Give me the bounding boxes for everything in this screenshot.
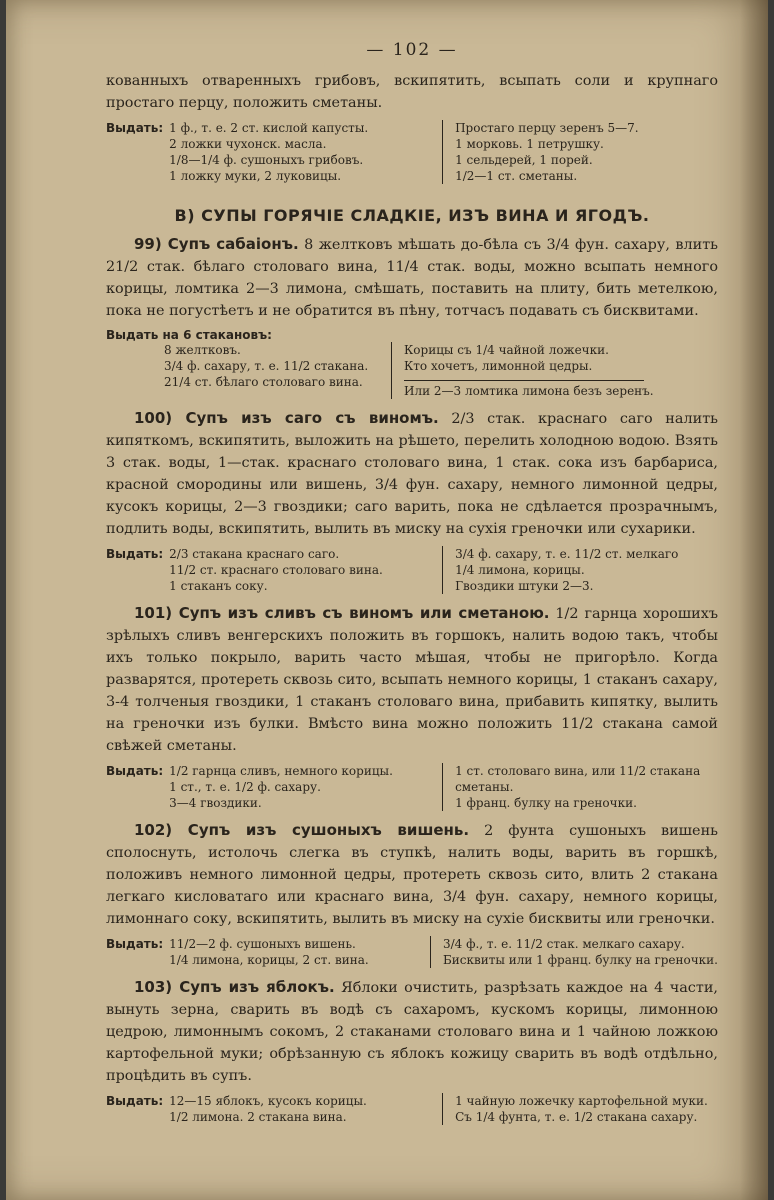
recipe-title: 102) Супъ изъ сушоныхъ вишень.	[134, 821, 470, 839]
yield-left-column	[169, 120, 442, 184]
recipe-title: 100) Супъ изъ саго съ виномъ.	[134, 409, 439, 427]
yield-left-column	[169, 546, 442, 594]
yield-line: 21/4 ст. бѣлаго столоваго вина.	[164, 375, 363, 389]
yield-line: 3/4 ф., т. е. 11/2 стак. мелкаго сахару.	[442, 937, 685, 951]
page-spine-shadow	[740, 0, 768, 1200]
recipe-101	[106, 602, 718, 757]
recipe-99	[106, 233, 718, 322]
yield-line: 1 ложку муки, 2 луковицы.	[169, 169, 342, 183]
yield-left-column	[106, 342, 391, 399]
yield-line: 12—15 яблокъ, кусокъ корицы.	[169, 1094, 367, 1108]
yield-line: 1/4 лимона, корицы, 2 ст. вина.	[169, 953, 369, 967]
yield-line: 1 стаканъ соку.	[169, 579, 268, 593]
yield-line: Простаго перцу зеренъ 5—7.	[455, 121, 639, 135]
recipe-100-yield	[106, 546, 718, 594]
recipe-body: Яблоки очистить, разрѣзать каждое на 4 части, вынуть зерна, сварить въ водѣ съ сахаромъ, кускомъ корицы, лимонною цедрою, лимоннымъ сокомъ, 2 стаканами столоваго вина и 1 чайною ложкою картофельной муки; обрѣзанную съ яблокъ кожицу сварить въ водѣ отдѣльно, процѣдить въ супъ.	[106, 980, 718, 1084]
recipe-100	[106, 407, 718, 540]
recipe-body: 8 желтковъ мѣшать до-бѣла съ 3/4 фун. сахару, влить 21/2 стак. бѣлаго столоваго вина, 11/4 стак. воды, можно всыпать немного корицы, ломтика 2—3 лимона, смѣшать, поставить на плиту, бить метелкою, пока не погустѣетъ и не обратится въ пѣну, тотчасъ подавать съ бисквитами.	[106, 237, 718, 319]
yield-line: 1/2 гарнца сливъ, немного корицы.	[169, 764, 393, 778]
yield-line: 1 морковь. 1 петрушку.	[455, 137, 604, 151]
yield-line: Съ 1/4 фунта, т. е. 1/2 стакана сахару.	[455, 1110, 698, 1124]
recipe-102-yield	[106, 936, 718, 968]
yield-right-column	[442, 546, 718, 594]
yield-line: Гвоздики штуки 2—3.	[455, 579, 594, 593]
yield-left-column	[169, 763, 442, 811]
yield-line: 1 франц. булку на греночки.	[455, 796, 637, 810]
yield-line: Кто хочетъ, лимонной цедры.	[404, 359, 593, 373]
recipe-body: 2 фунта сушоныхъ вишень сполоснуть, истолочь слегка въ ступкѣ, налить воды, варить въ горшкѣ, положивъ немного лимонной цедры, протереть сквозь сито, влить 2 стакана легкаго кисловатаго или краснаго вина, 3/4 фун. сахару, немного корицы, лимоннаго соку, вскипятить, вылить въ миску на сухіе бисквиты или греночки.	[106, 823, 718, 927]
recipe-body: 1/2 гарнца хорошихъ зрѣлыхъ сливъ венгерскихъ положить въ горшокъ, налить водою такъ, чтобы ихъ только покрыло, варить часто мѣшая, чтобы не пригорѣло. Когда разварятся, протереть сквозь сито, всыпать немного корицы, 1 стаканъ сахару, 3-4 толченыя гвоздики, 1 стаканъ столоваго вина, прибавить кипятку, вылить на греночки изъ булки. Вмѣсто вина можно положить 11/2 стакана самой свѣжей сметаны.	[106, 606, 718, 754]
recipe-body: 2/3 стак. краснаго саго налить кипяткомъ, вскипятить, выложить на рѣшето, перелить холодною водою. Взять 3 стак. воды, 1—стак. краснаго столоваго вина, 1 стак. сока изъ барбариса, красной смородины или вишень, 3/4 фун. сахару, немного лимонной цедры, кусокъ корицы, 2—3 гвоздики; саго варить, пока не сдѣлается прозрачнымъ, подлить воды, вскипятить, вылить въ миску на сухія греночки или сухарики.	[106, 411, 719, 537]
recipe-102	[106, 819, 718, 930]
recipe-99-yield	[106, 328, 718, 399]
yield-line: Или 2—3 ломтика лимона безъ зеренъ.	[404, 384, 654, 398]
yield-line: 1 сельдерей, 1 порей.	[455, 153, 593, 167]
yield-label: Выдать:	[106, 121, 164, 135]
yield-right-column	[442, 120, 718, 184]
intro-paragraph: кованныхъ отваренныхъ грибовъ, вскипятить, всыпать соли и крупнаго простаго перцу, положить сметаны.	[106, 73, 718, 111]
recipe-103	[106, 976, 718, 1087]
yield-left-column	[169, 1093, 442, 1125]
yield-right-column	[442, 1093, 718, 1125]
yield-right-column	[430, 936, 718, 968]
yield-line: сметаны.	[455, 780, 514, 794]
yield-line: 3—4 гвоздики.	[169, 796, 262, 810]
yield-line: 1/4 лимона, корицы.	[455, 563, 585, 577]
yield-line: 1/2—1 ст. сметаны.	[455, 169, 578, 183]
yield-label: Выдать на 6 стакановъ:	[106, 328, 272, 342]
yield-line: Корицы съ 1/4 чайной ложечки.	[404, 343, 609, 357]
recipe-title: 103) Супъ изъ яблокъ.	[134, 978, 335, 996]
yield-label: Выдать:	[106, 547, 164, 561]
yield-left-column	[169, 936, 430, 968]
yield-right-column	[391, 342, 718, 399]
recipe-101-yield	[106, 763, 718, 811]
yield-line: 11/2—2 ф. сушоныхъ вишень.	[169, 937, 356, 951]
section-title: В) СУПЫ ГОРЯЧІЕ СЛАДКІЕ, ИЗЪ ВИНА И ЯГОДЪ.	[174, 206, 650, 225]
yield-line: 1 ф., т. е. 2 ст. кислой капусты.	[169, 121, 369, 135]
yield-line: 8 желтковъ.	[164, 343, 241, 357]
yield-line: 2/3 стакана краснаго саго.	[169, 547, 340, 561]
yield-line: Бисквиты или 1 франц. булку на греночки.	[442, 953, 718, 967]
yield-label: Выдать:	[106, 764, 164, 778]
yield-line: 3/4 ф. сахару, т. е. 11/2 стакана.	[164, 359, 369, 373]
book-page	[6, 0, 768, 1200]
yield-label: Выдать:	[106, 937, 164, 951]
yield-line: 1 ст., т. е. 1/2 ф. сахару.	[169, 780, 321, 794]
yield-label: Выдать:	[106, 1094, 164, 1108]
divider	[404, 380, 644, 381]
yield-line: 3/4 ф. сахару, т. е. 11/2 ст. мелкаго	[455, 547, 679, 561]
yield-line: 11/2 ст. краснаго столоваго вина.	[169, 563, 383, 577]
page-content	[106, 40, 718, 1129]
recipe-103-yield	[106, 1093, 718, 1125]
recipe-title: 99) Супъ сабаіонъ.	[134, 235, 299, 253]
page-number: — 102 —	[366, 40, 458, 60]
yield-line: 2 ложки чухонск. масла.	[169, 137, 327, 151]
yield-right-column	[442, 763, 718, 811]
yield-line: 1 чайную ложечку картофельной муки.	[455, 1094, 708, 1108]
yield-line: 1 ст. столоваго вина, или 11/2 стакана	[455, 764, 701, 778]
intro-yield	[106, 120, 718, 184]
recipe-title: 101) Супъ изъ сливъ съ виномъ или сметаною.	[134, 604, 550, 622]
yield-line: 1/2 лимона. 2 стакана вина.	[169, 1110, 347, 1124]
yield-line: 1/8—1/4 ф. сушоныхъ грибовъ.	[169, 153, 364, 167]
